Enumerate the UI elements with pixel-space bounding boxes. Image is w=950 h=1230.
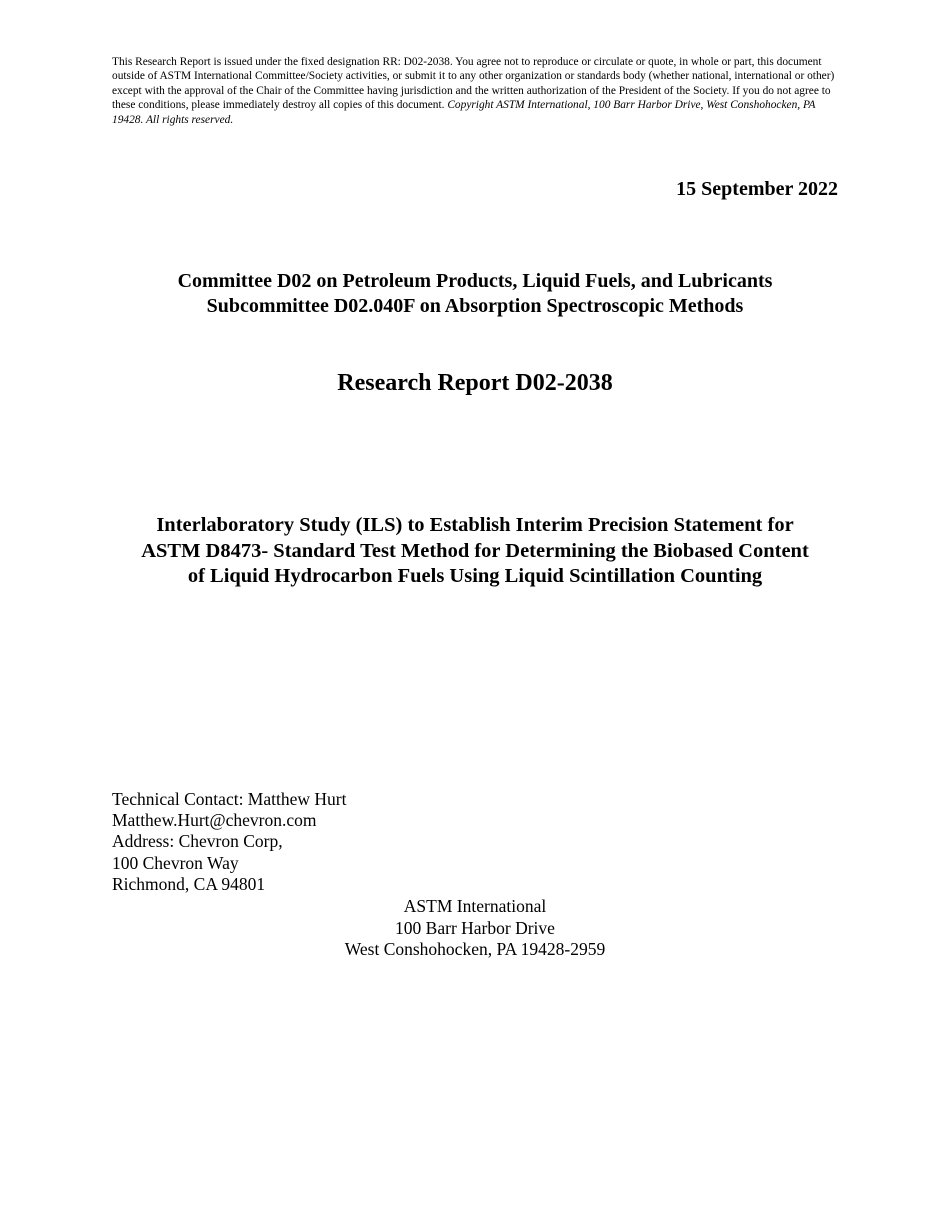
report-date: 15 September 2022 bbox=[676, 178, 838, 200]
contact-address-1: Address: Chevron Corp, bbox=[112, 831, 283, 852]
contact-address-2: 100 Chevron Way bbox=[112, 852, 239, 873]
title-line-1: Interlaboratory Study (ILS) to Establish Interim Precision Statement for bbox=[156, 514, 794, 536]
contact-email: Matthew.Hurt@chevron.com bbox=[112, 810, 317, 831]
subcommittee-name: Subcommittee D02.040F on Absorption Spectroscopic Methods bbox=[206, 295, 744, 317]
title-line-2: ASTM D8473- Standard Test Method for Determining the Biobased Content bbox=[141, 539, 809, 562]
contact-name: Technical Contact: Matthew Hurt bbox=[112, 789, 347, 809]
technical-contact bbox=[112, 789, 346, 895]
astm-name: ASTM International bbox=[403, 896, 547, 916]
committee-name: Committee D02 on Petroleum Products, Liquid Fuels, and Lubricants bbox=[177, 270, 773, 292]
astm-street: 100 Barr Harbor Drive bbox=[395, 917, 555, 938]
astm-city: West Conshohocken, PA 19428-2959 bbox=[344, 939, 606, 959]
title-line-3: of Liquid Hydrocarbon Fuels Using Liquid Scintillation Counting bbox=[187, 565, 763, 587]
committee-heading bbox=[0, 269, 950, 319]
notice-copyright: Copyright ASTM International, 100 Barr Harbor Drive, West Conshohocken, PA 19428. All rights reserved. bbox=[112, 99, 816, 126]
copyright-notice bbox=[112, 55, 838, 127]
report-number: Research Report D02-2038 bbox=[337, 370, 613, 396]
astm-address bbox=[0, 896, 950, 961]
contact-address-3: Richmond, CA 94801 bbox=[112, 873, 266, 894]
report-title bbox=[0, 513, 950, 590]
notice-body: This Research Report is issued under the fixed designation RR: D02-2038. You agree not to reproduce or circulate or quote, in whole or part, this document outside of ASTM International Committee/Society activities, or submit it to any other organization or standards body (whether national, international or other) except with the approval of the Chair of the Committee having jurisdiction and the written authorization of the President of the Society. If you do not agree to these conditions, please immediately destroy all copies of this document. bbox=[112, 56, 835, 112]
